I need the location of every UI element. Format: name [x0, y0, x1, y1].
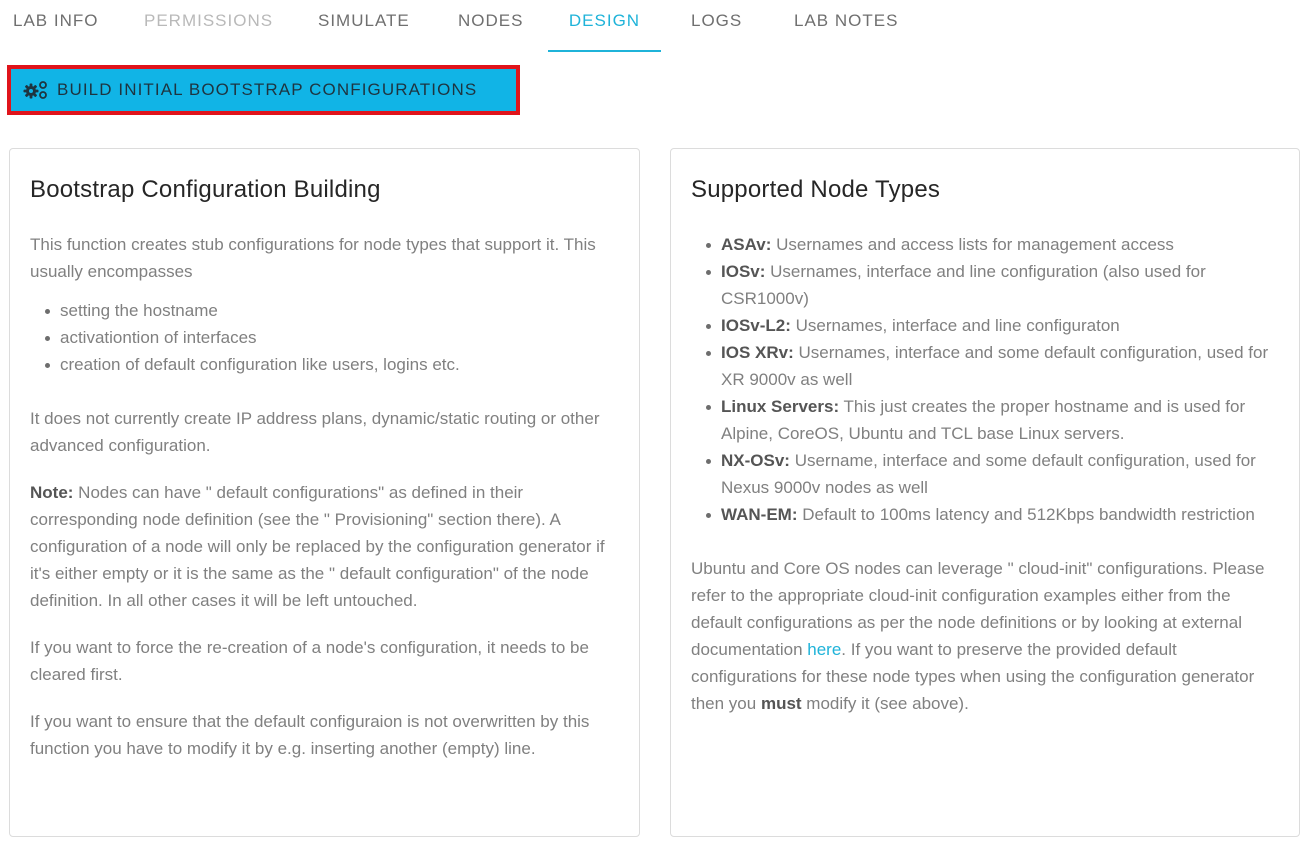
cloud-init-text: . If you want to preserve the provided default configurations for these node types when using the configuration generator then you — [691, 640, 1255, 713]
node-type-name: Linux Servers: — [721, 397, 840, 416]
node-type-name: IOSv: — [721, 262, 766, 281]
tab-logs[interactable]: LOGS — [691, 11, 743, 30]
node-type-iosv — [721, 258, 1279, 312]
intro-text: This function creates stub configurations for node types that support it. This usually encompasses — [30, 235, 596, 281]
tab-lab-notes[interactable]: LAB NOTES — [794, 11, 899, 30]
card-title: Supported Node Types — [691, 176, 941, 203]
node-type-name: IOS XRv: — [721, 343, 794, 362]
tab-lab-info[interactable]: LAB INFO — [13, 11, 99, 30]
build-button-label: BUILD INITIAL BOOTSTRAP CONFIGURATIONS — [57, 80, 478, 99]
node-type-desc: Usernames, interface and line configuraton — [790, 316, 1120, 335]
node-type-name: WAN-EM: — [721, 505, 798, 524]
node-type-linux-servers — [721, 393, 1279, 447]
node-type-name: NX-OSv: — [721, 451, 790, 470]
tab-permissions: PERMISSIONS — [144, 11, 274, 30]
ensure-text: If you want to ensure that the default configuraion is not overwritten by this function you have to modify it by e.g. inserting another (empty) line. — [30, 712, 590, 758]
node-type-desc: Usernames and access lists for management access — [771, 235, 1174, 254]
cloud-init-text: Ubuntu and Core OS nodes can leverage " cloud-init" configurations. Please refer to the appropriate cloud-init configuration examples either from the default configurations as per the node definitions or by looking at external documentation — [691, 559, 1265, 659]
node-type-name: ASAv: — [721, 235, 772, 254]
here-link[interactable]: here — [807, 640, 842, 659]
list-item: setting the hostname — [60, 297, 619, 324]
note-paragraph — [30, 479, 619, 614]
node-type-desc: This just creates the proper hostname and is used for Alpine, CoreOS, Ubuntu and TCL base Linux servers. — [721, 397, 1246, 443]
gears-icon — [23, 80, 49, 100]
node-type-list — [691, 231, 1279, 528]
node-type-ios-xrv — [721, 339, 1279, 393]
tab-nodes[interactable]: NODES — [458, 11, 524, 30]
node-type-name: IOSv-L2: — [721, 316, 791, 335]
node-type-desc: Username, interface and some default configuration, used for Nexus 9000v nodes as well — [721, 451, 1256, 497]
bootstrap-config-card — [9, 148, 640, 837]
force-recreate-text: If you want to force the re-creation of a node's configuration, it needs to be cleared first. — [30, 638, 589, 684]
node-type-nx-osv — [721, 447, 1279, 501]
node-type-desc: Usernames, interface and line configuration (also used for CSR1000v) — [721, 262, 1206, 308]
note-text: Nodes can have " default configurations" as defined in their corresponding node definition (see the " Provisioning" section there). A configuration of a node will only be replaced by the configuration generator if it's either empty or it is the same as the " default configuration" of the node definition. In all other cases it will be left untouched. — [30, 483, 605, 610]
cloud-init-text: modify it (see above). — [801, 694, 969, 713]
build-button-highlight — [7, 65, 520, 115]
no-ip-text: It does not currently create IP address plans, dynamic/static routing or other advanced configuration. — [30, 409, 600, 455]
node-type-desc: Usernames, interface and some default configuration, used for XR 9000v as well — [721, 343, 1269, 389]
node-type-wan-em — [721, 501, 1279, 528]
node-type-desc: Default to 100ms latency and 512Kbps bandwidth restriction — [797, 505, 1255, 524]
feature-list — [30, 297, 619, 378]
must-emphasis: must — [760, 694, 802, 713]
build-bootstrap-configs-button[interactable] — [11, 69, 516, 111]
cloud-init-paragraph — [691, 555, 1279, 717]
supported-node-types-card — [670, 148, 1300, 837]
tab-simulate[interactable]: SIMULATE — [318, 11, 410, 30]
card-title: Bootstrap Configuration Building — [30, 176, 381, 203]
node-type-iosv-l2 — [721, 312, 1279, 339]
tab-bar — [0, 0, 1309, 52]
tab-design[interactable]: DESIGN — [548, 0, 661, 52]
list-item: activationtion of interfaces — [60, 324, 619, 351]
note-label: Note: — [30, 483, 74, 502]
list-item: creation of default configuration like users, logins etc. — [60, 351, 619, 378]
node-type-asav — [721, 231, 1279, 258]
